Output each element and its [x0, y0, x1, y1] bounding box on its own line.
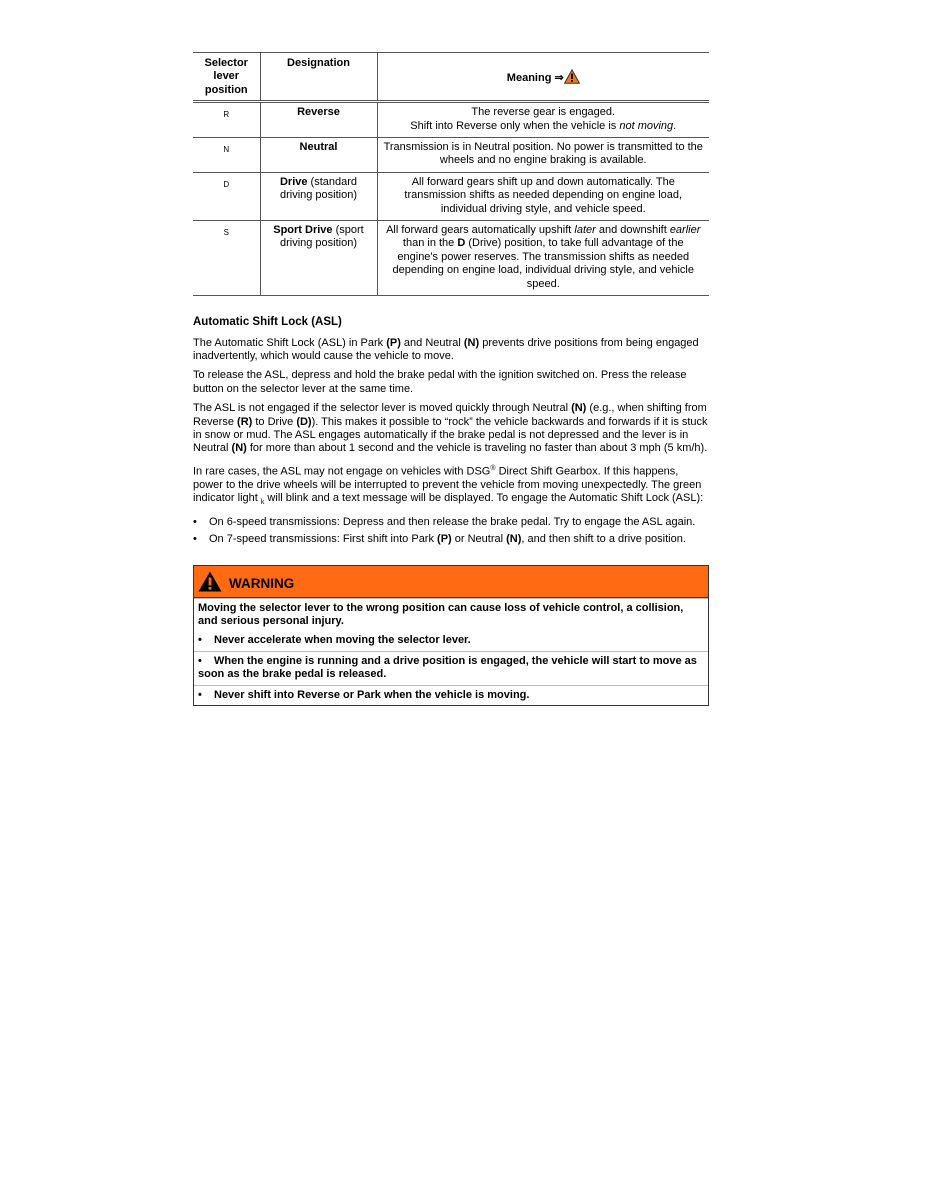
- list-item-text: (P): [437, 533, 452, 546]
- designation-cell: [260, 221, 377, 296]
- table-row: [193, 138, 709, 173]
- position-cell: N: [223, 145, 230, 155]
- asl-paragraph-text: (D): [296, 415, 312, 428]
- designation-name: Sport Drive: [273, 224, 333, 237]
- asl-paragraph-text: to Drive: [252, 415, 297, 428]
- asl-paragraph-text: To release the ASL, depress and hold the brake pedal with the ignition switched on. Press the release button on the selector lever at the same time.: [193, 369, 687, 395]
- header-meaning-label: Meaning ⇒: [506, 71, 564, 84]
- table-row: [193, 102, 709, 138]
- asl-paragraph-text: (N): [571, 402, 587, 415]
- asl-paragraph-text: (R): [237, 415, 253, 428]
- bullet-icon: •: [198, 688, 202, 701]
- list-item: [193, 533, 709, 546]
- position-cell: S: [223, 228, 229, 238]
- warning-box: [193, 565, 709, 706]
- asl-paragraph-text: will blink and a text message will be displayed. To engage the Automatic Shift Lock (ASL):: [264, 492, 704, 505]
- bullet-icon: •: [193, 533, 197, 546]
- meaning-text: than in the: [402, 237, 458, 250]
- asl-paragraphs: [193, 337, 709, 510]
- meaning-text: Shift into Reverse only when the vehicle is: [410, 119, 620, 132]
- meaning-text: later: [574, 224, 596, 237]
- asl-paragraph-text: (P): [386, 336, 401, 349]
- asl-paragraph-text: The ASL is not engaged if the selector lever is moved quickly through Neutral: [193, 402, 572, 415]
- designation-name: Drive: [279, 175, 308, 188]
- asl-paragraph-text: The Automatic Shift Lock (ASL) in Park: [193, 336, 387, 349]
- designation-note: (standard driving position): [279, 175, 358, 202]
- bullet-icon: •: [193, 515, 197, 528]
- warning-title: WARNING: [229, 576, 295, 592]
- meaning-text: All forward gears automatically upshift: [386, 224, 575, 237]
- warning-item: [194, 685, 708, 705]
- designation-note: (sport driving position): [279, 224, 364, 250]
- selector-lever-table: [193, 52, 709, 296]
- designation-name: Reverse: [297, 106, 340, 119]
- meaning-text: and downshift: [595, 224, 670, 237]
- header-designation: Designation: [260, 53, 377, 102]
- asl-bullet-list: [193, 516, 709, 547]
- meaning-cell: [377, 138, 709, 173]
- warning-item: [194, 651, 708, 685]
- meaning-cell: [377, 172, 709, 220]
- meaning-text: Transmission is in Neutral position. No power is transmitted to the wheels and no engine braking is available.: [383, 141, 703, 167]
- warning-triangle-icon: [564, 69, 580, 84]
- list-item-text: , and then shift to a drive position.: [521, 533, 686, 546]
- meaning-text: The reverse gear is engaged.: [471, 106, 616, 119]
- asl-paragraph: [193, 462, 709, 510]
- header-meaning: [377, 53, 709, 102]
- list-item-text: (N): [506, 533, 522, 546]
- asl-paragraph: [193, 337, 709, 364]
- asl-paragraph-text: Direct Shift Gearbox. If this happens, power to the drive wheels will be interrupted to prevent the vehicle from moving unexpectedly. The green indicator light: [193, 465, 702, 505]
- warning-item-text: Never accelerate when moving the selector lever.: [214, 634, 471, 647]
- manual-page: [193, 52, 709, 706]
- list-item-text: or Neutral: [451, 533, 507, 546]
- warning-lead: Moving the selector lever to the wrong position can cause loss of vehicle control, a collision, and serious personal injury.: [194, 598, 708, 632]
- meaning-text: All forward gears shift up and down automatically. The transmission shifts as needed depending on engine load, individual driving style, and vehicle speed.: [404, 175, 683, 215]
- meaning-cell: [377, 102, 709, 138]
- asl-paragraph-text: and Neutral: [400, 336, 464, 349]
- position-cell: D: [223, 179, 230, 189]
- header-position: Selector lever position: [204, 57, 248, 96]
- meaning-text: not moving: [619, 119, 674, 132]
- table-row: [193, 221, 709, 296]
- warning-triangle-icon: [198, 571, 222, 592]
- designation-cell: [260, 138, 377, 173]
- list-item: [193, 516, 709, 529]
- list-item-text: On 7-speed transmissions: First shift into Park: [209, 533, 438, 546]
- warning-item: [194, 631, 708, 650]
- meaning-text: D: [457, 237, 466, 250]
- asl-paragraph-text: (N): [231, 442, 247, 455]
- asl-paragraph-text: ). This makes it possible to “rock” the vehicle backwards and forwards if it is stuck in snow or mud. The ASL engages automatically if the brake pedal is not depressed and the lever is in Neutral: [193, 415, 708, 455]
- warning-header: [194, 566, 708, 598]
- asl-paragraph-text: ®: [490, 464, 496, 472]
- meaning-cell: [377, 221, 709, 296]
- bullet-icon: •: [198, 634, 202, 647]
- warning-item-text: Never shift into Reverse or Park when the vehicle is moving.: [214, 688, 530, 701]
- table-header-row: [193, 53, 709, 102]
- list-item-text: On 6-speed transmissions: Depress and then release the brake pedal. Try to engage the ASL again.: [209, 515, 696, 528]
- asl-paragraph-text: prevents drive positions from being engaged inadvertently, which would cause the vehicle to move.: [193, 336, 699, 362]
- position-cell: R: [223, 110, 230, 120]
- designation-cell: [260, 102, 377, 138]
- meaning-text: .: [673, 119, 677, 132]
- asl-paragraph-text: for more than about 1 second and the vehicle is traveling no faster than about 3 mph (5 km/h).: [246, 442, 708, 455]
- asl-paragraph-text: (N): [463, 336, 480, 349]
- asl-paragraph-text: k: [260, 499, 265, 507]
- bullet-icon: •: [198, 654, 202, 667]
- designation-name: Neutral: [299, 141, 338, 154]
- warning-item-text: When the engine is running and a drive position is engaged, the vehicle will start to move as soon as the brake pedal is released.: [198, 654, 697, 681]
- asl-paragraph-text: In rare cases, the ASL may not engage on vehicles with DSG: [193, 465, 491, 478]
- meaning-text: (Drive) position, to take full advantage of the engine's power reserves. The transmission shifts as needed depending on engine load, individual driving style, and vehicle speed.: [392, 237, 694, 290]
- asl-paragraph-text: (e.g., when shifting from Reverse: [193, 402, 707, 428]
- asl-paragraph: [193, 402, 709, 456]
- asl-paragraph: [193, 369, 709, 396]
- asl-heading: Automatic Shift Lock (ASL): [193, 316, 342, 329]
- designation-cell: [260, 172, 377, 220]
- table-row: [193, 172, 709, 220]
- meaning-text: earlier: [669, 224, 701, 237]
